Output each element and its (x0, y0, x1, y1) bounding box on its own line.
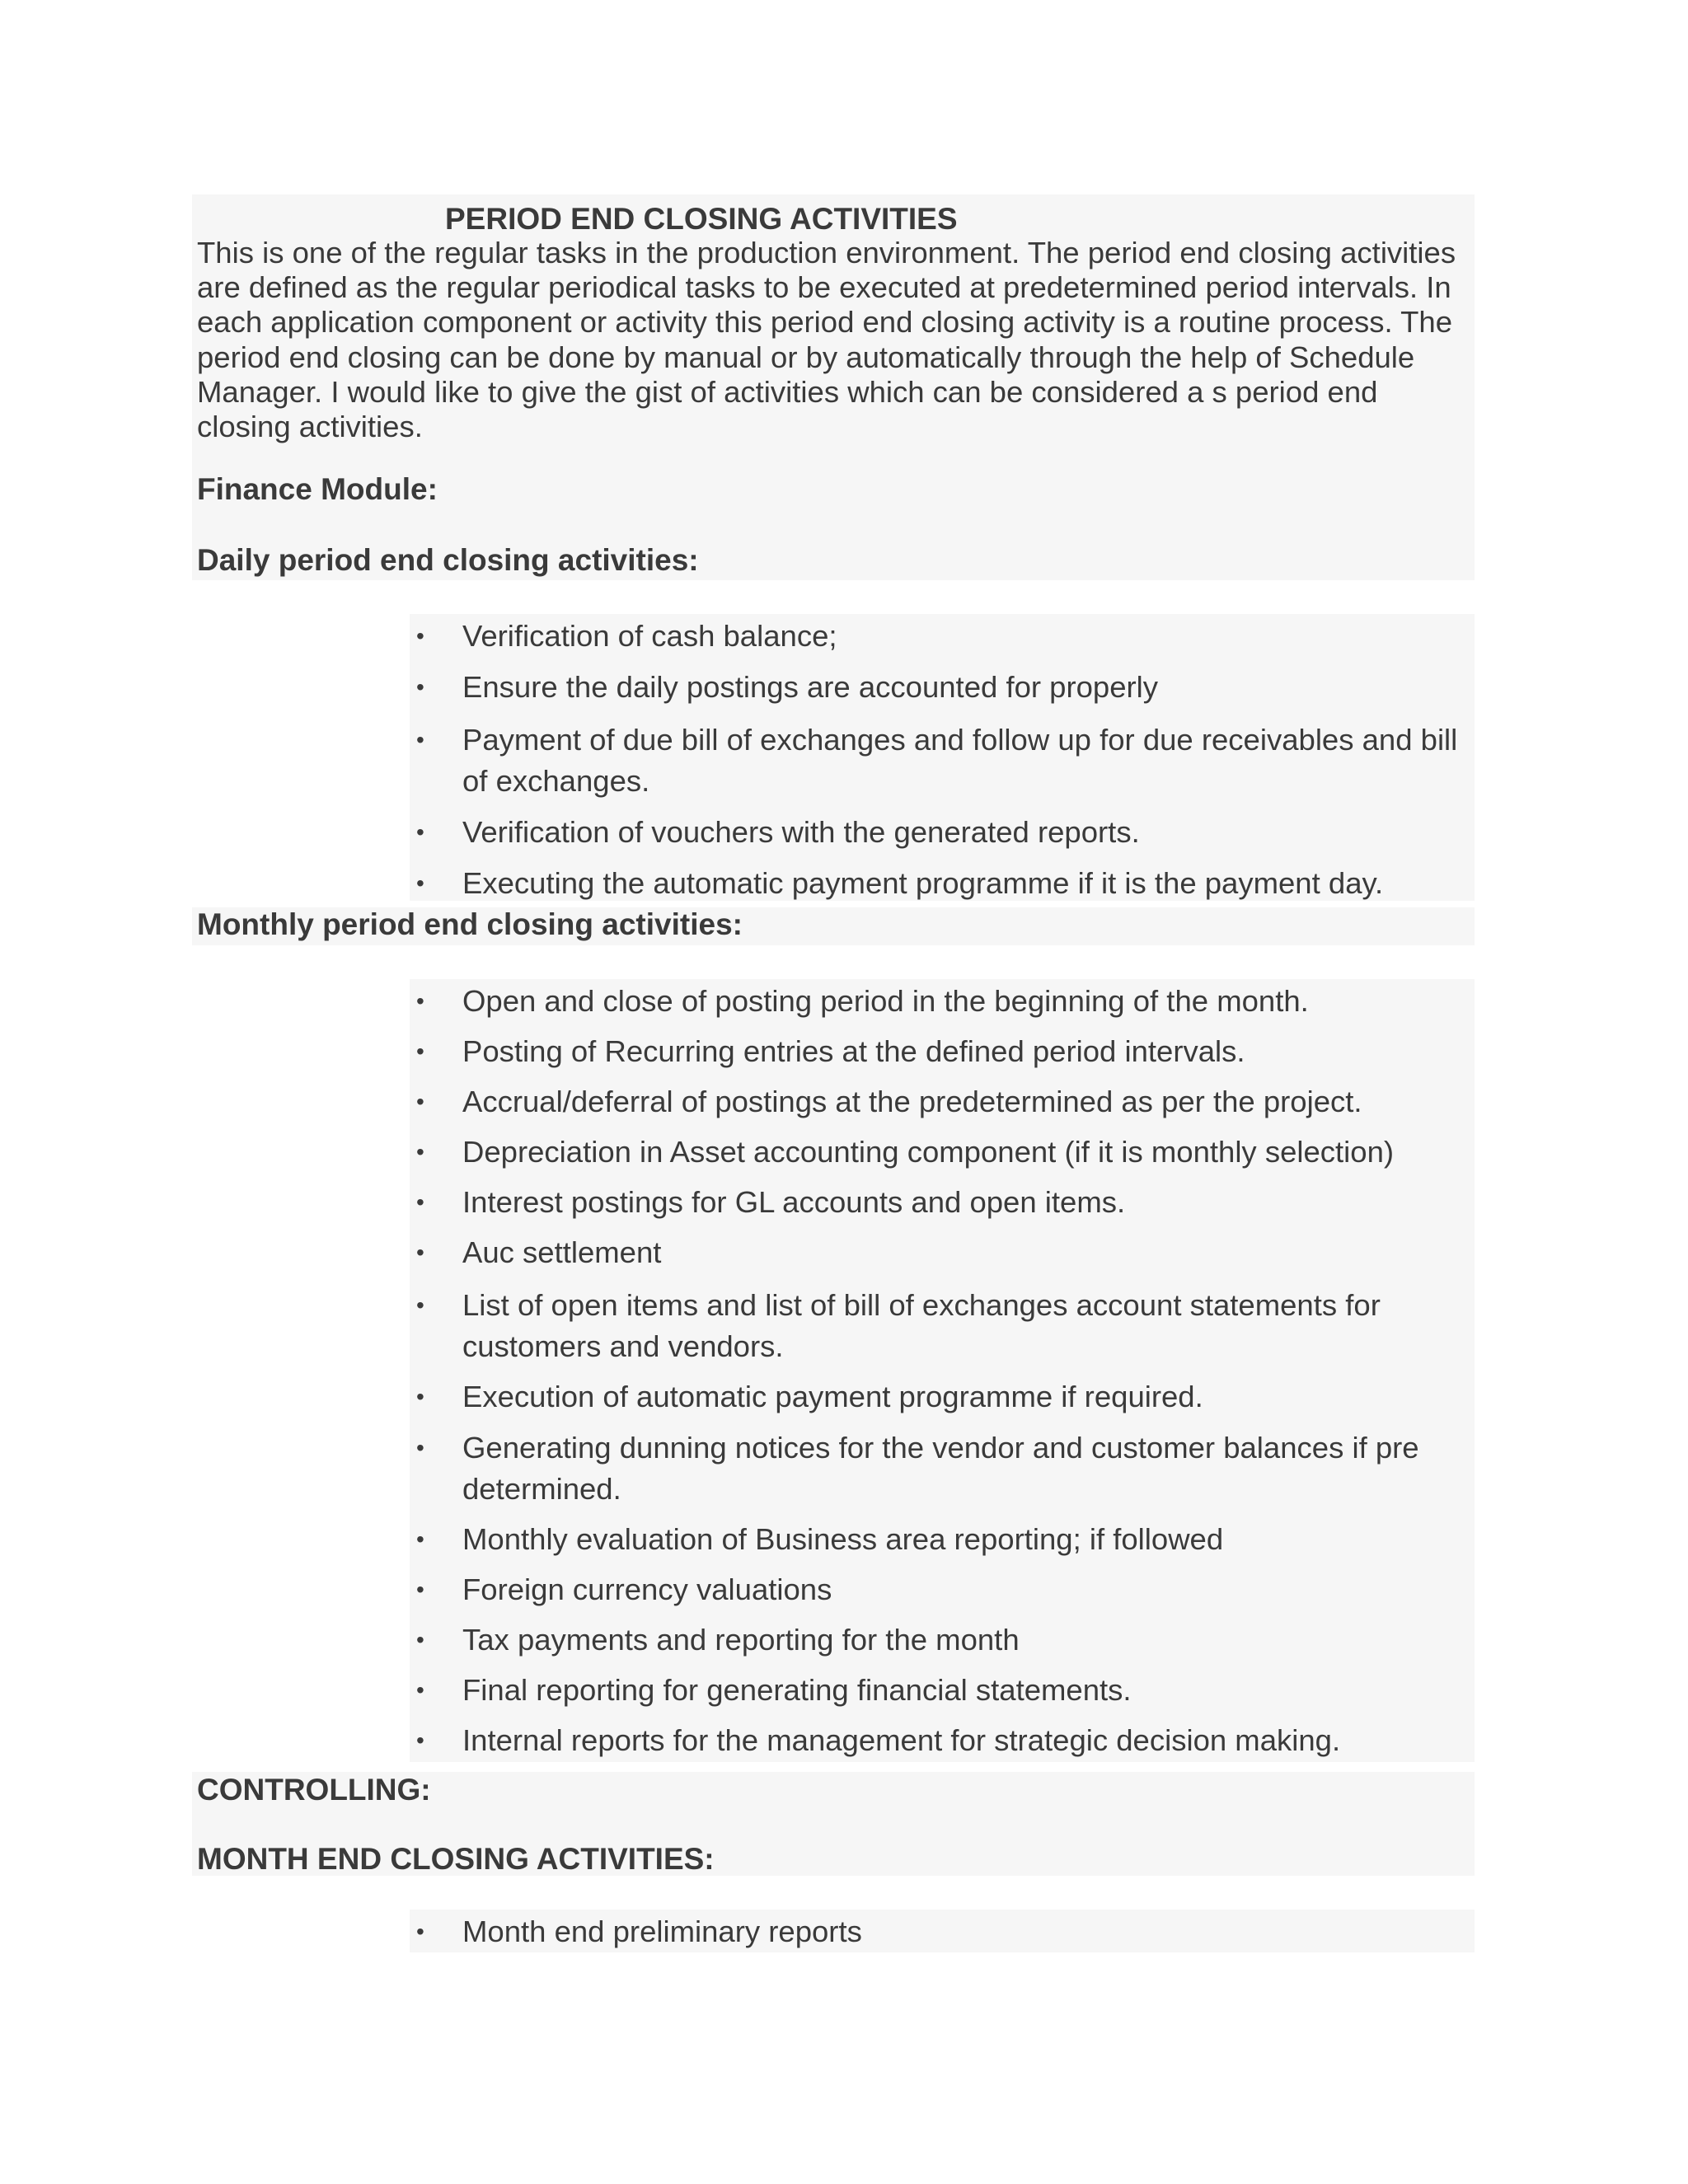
list-item (412, 667, 1459, 708)
bullet-icon: • (416, 1139, 424, 1165)
list-item-text: Auc settlement (462, 1235, 662, 1269)
list-item (412, 1670, 1459, 1711)
list-item-text: Ensure the daily postings are accounted for properly (462, 670, 1159, 704)
monthly-activities-list (412, 981, 1459, 1761)
controlling-heading: CONTROLLING: (197, 1773, 431, 1807)
list-item (412, 1619, 1459, 1661)
intro-paragraph: This is one of the regular tasks in the production environment. The period end closing activities are defined as the regular periodical tasks to be executed at predetermined period intervals. In each application component or activity this period end closing activity is a routine process. The period end closing can be done by manual or by automatically through the help of Schedule Manager. I would like to give the gist of activities which can be considered a s period end closing activities. (197, 236, 1456, 444)
list-item (412, 1720, 1459, 1761)
list-item-text: Final reporting for generating financial statements. (462, 1673, 1132, 1707)
list-item-text: Month end preliminary reports (462, 1915, 862, 1948)
list-item-text: Internal reports for the management for strategic decision making. (462, 1723, 1341, 1757)
list-item-text: Executing the automatic payment programme if it is the payment day. (462, 866, 1384, 900)
bullet-icon: • (416, 819, 424, 845)
list-item (412, 1232, 1459, 1273)
daily-activities-heading: Daily period end closing activities: (197, 543, 699, 577)
list-item (412, 863, 1459, 904)
list-item (412, 616, 1459, 657)
bullet-icon: • (416, 1189, 424, 1215)
bullet-icon: • (416, 1435, 424, 1460)
bullet-icon: • (416, 1727, 424, 1753)
list-item-text: Verification of cash balance; (462, 619, 837, 653)
list-item-text: Tax payments and reporting for the month (462, 1623, 1020, 1657)
bullet-icon: • (416, 1240, 424, 1265)
list-item-text: Generating dunning notices for the vendor and customer balances if pre determined. (462, 1431, 1419, 1506)
daily-activities-list (412, 616, 1459, 904)
list-item (412, 1031, 1459, 1072)
list-item-text: Open and close of posting period in the beginning of the month. (462, 984, 1309, 1018)
list-item-text: List of open items and list of bill of exchanges account statements for customers and vendors. (462, 1288, 1381, 1363)
finance-module-heading: Finance Module: (197, 472, 438, 506)
bullet-icon: • (416, 1384, 424, 1409)
bullet-icon: • (416, 727, 424, 752)
list-item (412, 812, 1459, 853)
bullet-icon: • (416, 988, 424, 1014)
bullet-icon: • (416, 674, 424, 700)
bullet-icon: • (416, 1627, 424, 1652)
bullet-icon: • (416, 1526, 424, 1552)
list-item (412, 1376, 1459, 1418)
bullet-icon: • (416, 1677, 424, 1703)
list-item-text: Payment of due bill of exchanges and follow up for due receivables and bill of exchanges. (462, 723, 1458, 798)
bullet-icon: • (416, 623, 424, 649)
list-item (412, 1569, 1459, 1610)
list-item (412, 1427, 1459, 1510)
month-end-activities-list (412, 1911, 1459, 1952)
bullet-icon: • (416, 1292, 424, 1318)
list-item-text: Foreign currency valuations (462, 1572, 832, 1606)
month-end-heading: MONTH END CLOSING ACTIVITIES: (197, 1842, 715, 1876)
list-item-text: Verification of vouchers with the generated reports. (462, 815, 1140, 849)
list-item-text: Monthly evaluation of Business area reporting; if followed (462, 1522, 1224, 1556)
list-item-text: Depreciation in Asset accounting component (if it is monthly selection) (462, 1135, 1395, 1169)
bullet-icon: • (416, 1919, 424, 1944)
list-item-text: Interest postings for GL accounts and open items. (462, 1185, 1126, 1219)
list-item (412, 1285, 1459, 1367)
bullet-icon: • (416, 1089, 424, 1114)
list-item (412, 1081, 1459, 1122)
list-item (412, 1132, 1459, 1173)
list-item (412, 1911, 1459, 1952)
list-item-text: Posting of Recurring entries at the defined period intervals. (462, 1034, 1245, 1068)
list-item (412, 981, 1459, 1022)
list-item (412, 1182, 1459, 1223)
list-item (412, 1519, 1459, 1560)
list-item (412, 719, 1459, 802)
bullet-icon: • (416, 1038, 424, 1064)
list-item-text: Accrual/deferral of postings at the predetermined as per the project. (462, 1085, 1362, 1118)
list-item-text: Execution of automatic payment programme if required. (462, 1380, 1203, 1413)
bullet-icon: • (416, 1577, 424, 1602)
bullet-icon: • (416, 870, 424, 896)
document-title: PERIOD END CLOSING ACTIVITIES (445, 202, 958, 236)
monthly-activities-heading: Monthly period end closing activities: (197, 907, 743, 941)
